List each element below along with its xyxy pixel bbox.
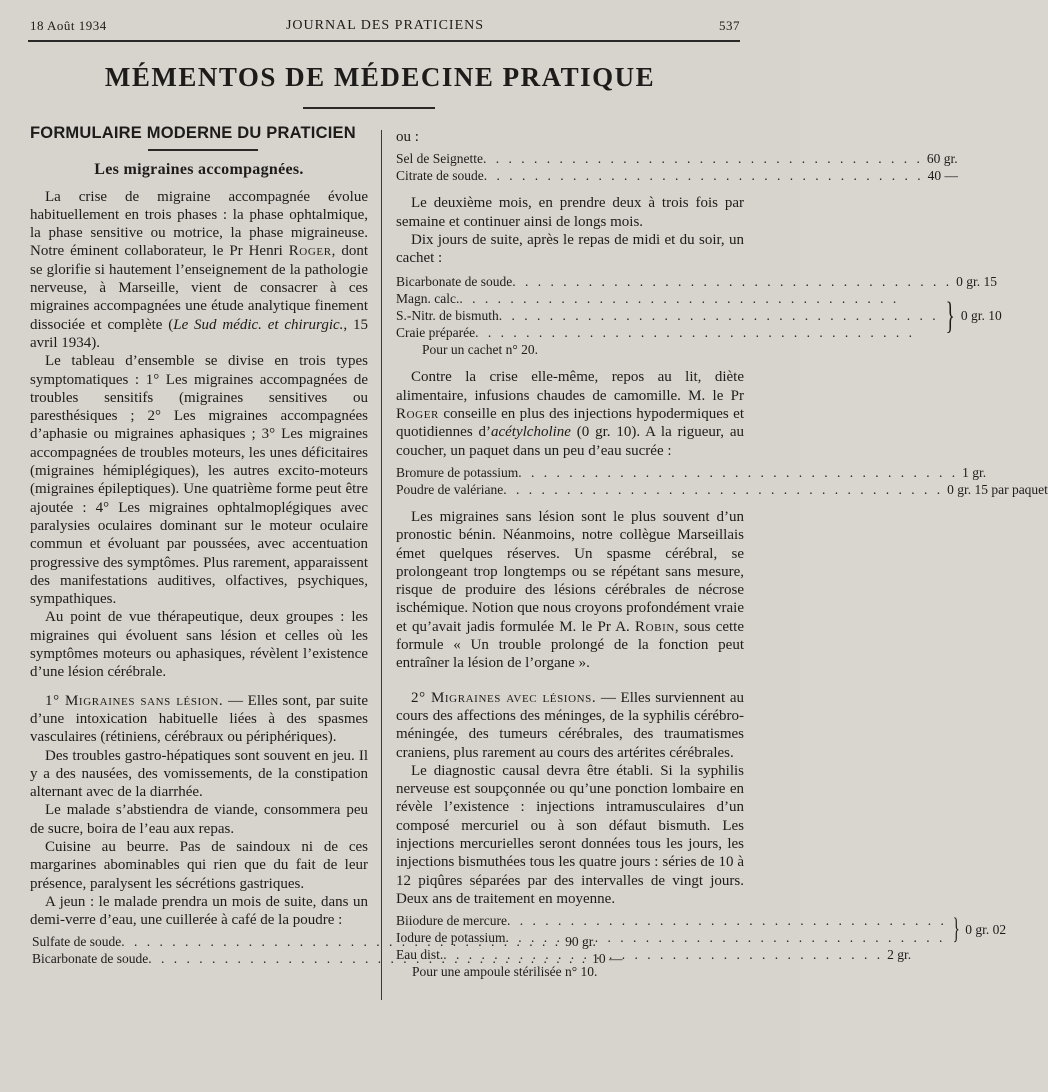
journal-reference: Le Sud médic. et chirurgic. xyxy=(173,316,344,333)
column-divider xyxy=(381,130,382,1000)
author-name: Robin xyxy=(634,618,675,635)
prescription-line: Citrate de soude . . . 40 — xyxy=(396,167,744,184)
prescription-line: Sulfate de soude . . . 90 gr. xyxy=(32,933,368,950)
paragraph-diet: Le malade s’abstiendra de viande, consommera peu de sucre, boira de l’eau aux repas. xyxy=(30,802,368,837)
paragraph-with-lesions: 2° Migraines avec lésions. — Elles surviennent au cours des affections des méninges, de la syphilis cérébro-méningée, des tumeurs cérébrales, des traumatismes craniens, plus rarement au cours des artérites cérébrales. xyxy=(396,689,744,761)
page-title: MÉMENTOS DE MÉDECINE PRATIQUE xyxy=(104,62,656,92)
author-name: Roger xyxy=(396,406,439,423)
prescription-injection xyxy=(396,912,1007,980)
prescription-line: Biiodure de mercure . . . xyxy=(396,912,947,929)
journal-name: JOURNAL DES PRATICIENS xyxy=(285,18,485,33)
prescription-group xyxy=(396,912,1007,946)
paragraph-prognosis: Les migraines sans lésion sont le plus souvent d’un pronostic bénin. Néanmoins, notre collègue Marseillais émet quelques réserves. Un spasme cérébral, se prolongeant trop longtemps ou se répétant sans mesure, risque de produire des lésions cérébrales de nécrose ischémique. Notion que nous croyons profondément vraie et qu’avait jadis formulée M. le Pr A. Robin, sous cette formule « Un trouble prolongé de la fonction peut entraîner la lésion de l’organe ». xyxy=(396,508,745,672)
prescription-line: Magn. calc. . . . xyxy=(396,290,939,307)
group-dose: 0 gr. 10 xyxy=(960,308,1002,324)
paragraph-cooking: Cuisine au beurre. Pas de saindoux ni de ces margarines abominables qui rien que du fait de leur présence, paralysent les sécrétions gastriques. xyxy=(30,838,368,892)
page-number: 537 xyxy=(719,18,740,33)
prescription-cachet xyxy=(396,273,1002,358)
paragraph-second-month: Le deuxième mois, en prendre deux à trois fois par semaine et continuer ainsi de longs mois. xyxy=(396,195,744,230)
prescription-footer: Pour un cachet n° 20. xyxy=(422,342,538,358)
paragraph-therapeutic: Au point de vue thérapeutique, deux groupes : les migraines qui évoluent sans lésion et celles où les symptômes moteurs ou aphasiques, révèlent l’existence d’une lésion cérébrale. xyxy=(30,609,368,681)
right-column xyxy=(396,128,1048,984)
prescription-line: Bicarbonate de soude . . . 0 gr. 15 xyxy=(396,273,744,290)
or-label: ou : xyxy=(396,129,419,145)
issue-date: 18 Août 1934 xyxy=(30,18,107,33)
prescription-footer: Pour une ampoule stérilisée n° 10. xyxy=(412,964,598,980)
prescription-line: Bicarbonate de soude . . . 10 — xyxy=(32,950,368,967)
paragraph-crisis: Contre la crise elle-même, repos au lit, diète alimentaire, infusions chaudes de camomille. M. le Pr Roger conseille en plus des injections hypodermiques et quotidiennes d’acétylcholine (0 gr. 10). A la rigueur, au coucher, un paquet dans un peu d’eau sucrée : xyxy=(396,369,744,459)
drug-name: acétylcholine xyxy=(490,424,571,441)
prescription-sedative xyxy=(396,464,1048,498)
group-dose: 0 gr. 02 xyxy=(965,921,1007,937)
section-title: FORMULAIRE MODERNE DU PRATICIEN xyxy=(30,124,356,142)
subsection-heading: 1° Migraines sans lésion. xyxy=(45,692,224,709)
article-title: Les migraines accompagnées. xyxy=(94,161,304,179)
prescription-line: Poudre de valériane . . . 0 gr. 15 par paquet xyxy=(396,481,744,498)
brace-glyph: } xyxy=(945,294,955,337)
prescription-line: Eau dist. . . . 2 gr. xyxy=(396,946,744,963)
subsection-heading: 2° Migraines avec lésions. xyxy=(411,689,597,706)
paragraph-types: Le tableau d’ensemble se divise en trois types symptomatiques : 1° Les migraines accompagnées de troubles sensitifs (migraines sensitives ou paresthésiques ; 2° Les migraines accompagnées d’aphasie ou migraines aphasiques ; 3° Les migraines accompagnées de troubles moteurs, les unes déficitaires (migraines hémiplégiques), les autres excito-moteurs (migraines épileptiques). Une quatrième forme peut être ajoutée : 4° Les migraines ophtalmoplégiques avec paralysies oculaires dominant sur le moteur oculaire commun et évoluant par poussées, avec accentuation progressive des symptômes. Plus rarement, apparaissent des manifestations auditives, olfactives, psychiques, sympathiques. xyxy=(30,353,368,608)
running-head xyxy=(30,18,740,38)
section-rule xyxy=(148,149,258,151)
title-rule xyxy=(303,107,435,109)
prescription-line: Bromure de potassium . . . 1 gr. xyxy=(396,464,744,481)
paragraph-diagnosis: Le diagnostic causal devra être établi. Si la syphilis nerveuse est soupçonnée ou qu’une ponction lombaire en révèle l’existence : injections intramusculaires d’un composé mercuriel ou à son défaut bismuth. Les injections mercurielles seront données tous les jours, les injections bismuthées tous les quatre jours : séries de 10 à 12 piqûres séparées par des intervalles de vingt jours. Deux ans de traitement en moyenne. xyxy=(396,762,744,907)
paragraph-intro: La crise de migraine accompagnée évolue habituellement en trois phases : la phase ophtalmique, la phase sensitive ou motrice, la phase migraineuse. Notre éminent collaborateur, le Pr Henri Roger, dont se glorifie si hautement l’enseignement de la pathologie nerveuse, à Marseille, vient de consacrer à ces migraines accompagnées une étude analytique finement dissociée et complète (Le Sud médic. et chirurgic., 15 avril 1934). xyxy=(30,188,368,351)
prescription-line: S.-Nitr. de bismuth . . . xyxy=(396,307,939,324)
prescription-alternative xyxy=(396,150,958,184)
prescription-group xyxy=(396,290,1002,341)
paragraph-ten-days: Dix jours de suite, après le repas de midi et du soir, un cachet : xyxy=(396,231,744,267)
paragraph-gastro: Des troubles gastro-hépatiques sont souvent en jeu. Il y a des nausées, des vomissements, de la constipation alternant avec de la diarrhée. xyxy=(30,747,368,801)
brace-glyph: } xyxy=(952,912,960,946)
prescription-line: Iodure de potassium . . . xyxy=(396,929,947,946)
prescription-line: Craie préparée . . . xyxy=(396,324,939,341)
prescription-line: Sel de Seignette . . . 60 gr. xyxy=(396,150,744,167)
paragraph-without-lesion: 1° Migraines sans lésion. — Elles sont, par suite d’une intoxication habituelle liées à des spasmes vasculaires (rétiniens, cérébraux ou périphériques). xyxy=(30,692,369,746)
author-name: Roger xyxy=(288,243,332,260)
paragraph-fasting: A jeun : le malade prendra un mois de suite, dans un demi-verre d’eau, une cuillerée à café de la poudre : xyxy=(30,893,368,929)
header-rule xyxy=(28,40,740,42)
